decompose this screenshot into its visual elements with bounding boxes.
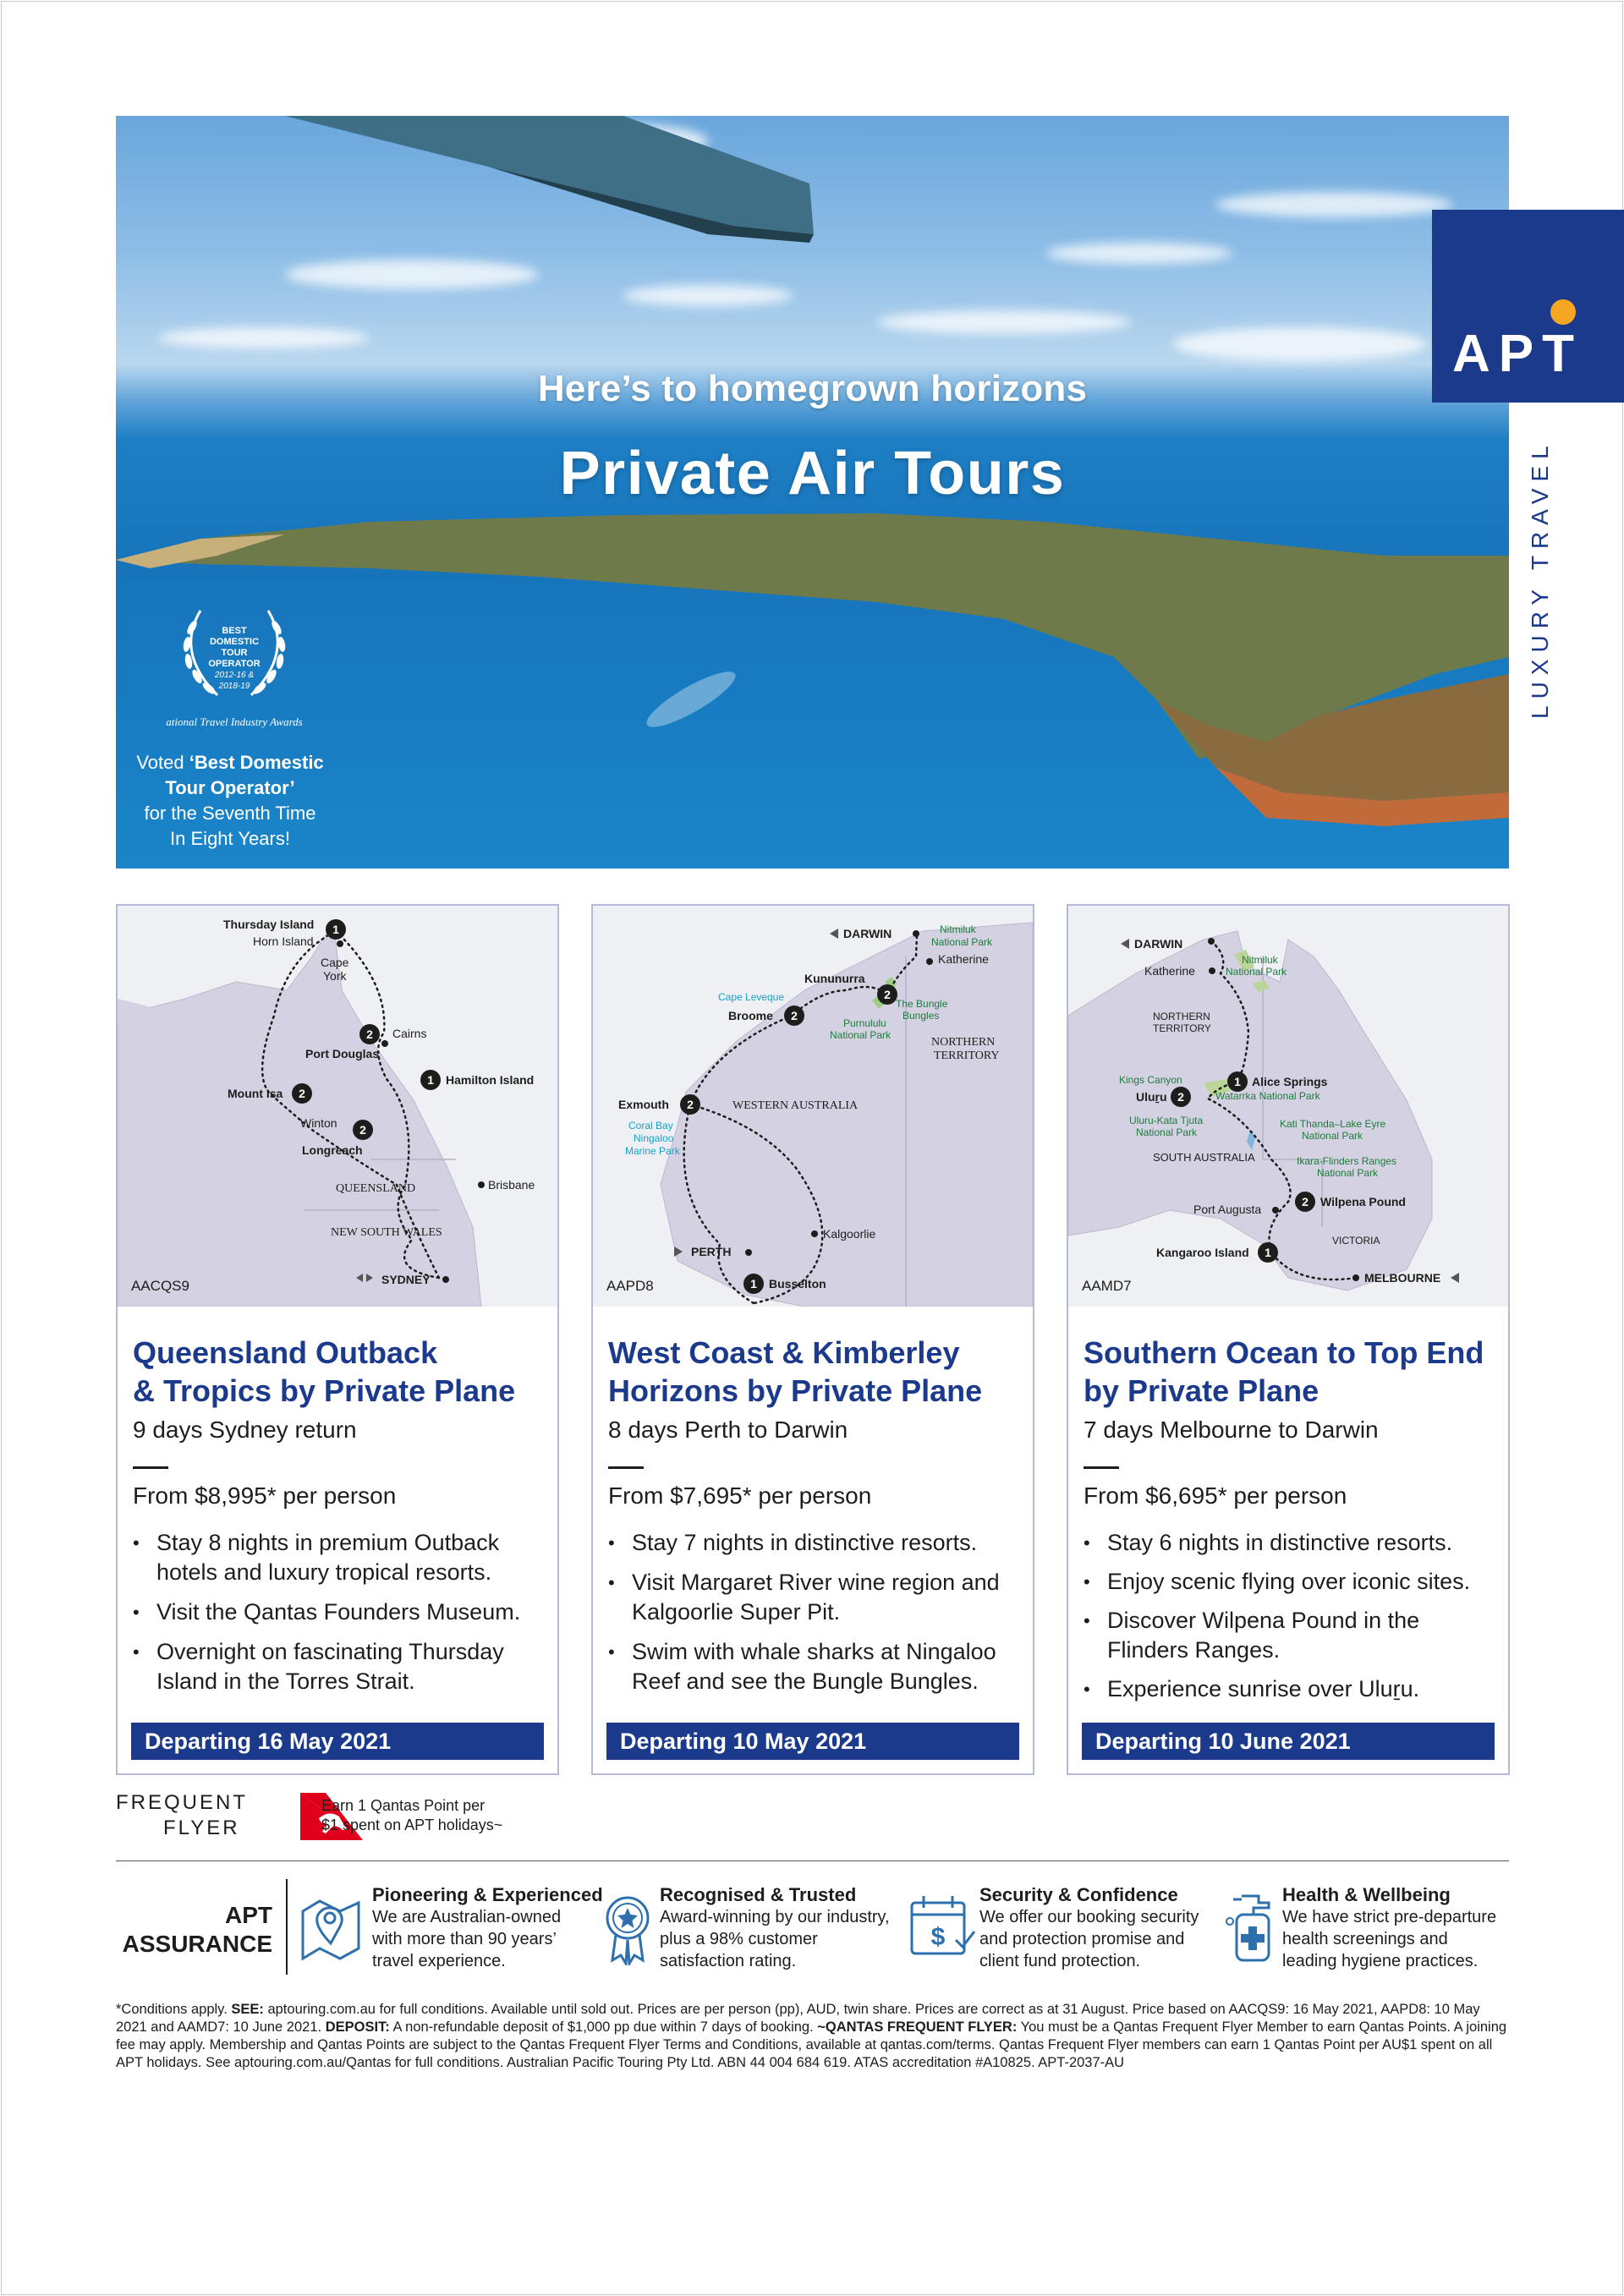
svg-text:2: 2	[299, 1087, 305, 1100]
svg-text:Bungles: Bungles	[903, 1010, 940, 1022]
svg-text:National Park: National Park	[1136, 1126, 1198, 1138]
svg-text:$: $	[930, 1923, 946, 1951]
svg-text:Longreach: Longreach	[302, 1143, 363, 1157]
svg-text:Busselton: Busselton	[769, 1277, 826, 1290]
highlight-item: • Swim with whale sharks at Ningaloo Reef and see the Bungle Bungles.	[608, 1637, 1023, 1696]
highlight-item: • Stay 7 nights in distinctive resorts.	[608, 1528, 1023, 1558]
svg-text:TERRITORY: TERRITORY	[934, 1049, 1000, 1062]
tour-duration: 9 days Sydney return	[133, 1417, 357, 1443]
tour-price: From $8,995* per person	[133, 1482, 397, 1509]
divider-rule	[608, 1466, 644, 1469]
divider-rule	[1084, 1466, 1119, 1469]
route-map-svg	[1068, 906, 1508, 1307]
svg-text:Thursday Island: Thursday Island	[223, 918, 315, 931]
logo-text: APT	[1452, 325, 1583, 383]
tour-card-queensland[interactable]	[116, 904, 559, 1775]
svg-text:NORTHERN: NORTHERN	[1153, 1011, 1210, 1022]
highlight-item: • Discover Wilpena Pound in the Flinders Ranges.	[1084, 1606, 1498, 1665]
highlight-item: • Overnight on fascinating Thursday Island in the Torres Strait.	[133, 1637, 547, 1696]
frequent-flyer-text: Earn 1 Qantas Point per $1 spent on APT holidays~	[321, 1797, 503, 1833]
svg-text:Katherine: Katherine	[1144, 964, 1195, 978]
svg-text:SOUTH AUSTRALIA: SOUTH AUSTRALIA	[1153, 1151, 1255, 1164]
route-map	[1068, 906, 1508, 1307]
svg-text:QUEENSLAND: QUEENSLAND	[336, 1182, 416, 1195]
map-pin-icon	[296, 1893, 365, 1965]
svg-text:Kununurra: Kununurra	[804, 972, 865, 985]
svg-text:DARWIN: DARWIN	[1134, 937, 1183, 951]
svg-text:NORTHERN: NORTHERN	[931, 1036, 996, 1049]
terms-fine-print: *Conditions apply. SEE: aptouring.com.au for full conditions. Available until sold out. Prices are per person (pp), AUD, twin share. Prices are correct as at 31 August. Price based on AACQS9: 16 May 2021, AAPD8: 10 May 2021 and AAMD7: 10 June 2021. DEPOSIT: A non-refundable deposit of $1,000 pp due within 7 days of booking. ~QANTAS FREQUENT FLYER: You must be a Qantas Frequent Flyer Member to earn Qantas Points. A joining fee may apply. Membership and Qantas Points are subject to the Qantas Frequent Flyer Terms and Conditions, available at qantas.com/terms. Qantas Frequent Flyer members can earn 1 Qantas Point per AU$1 spent on all APT holidays. See aptouring.com.au/Qantas for full conditions. Australian Pacific Touring Pty Ltd. ABN 44 004 684 619. ATAS accreditation #A10825. APT-2037-AU	[116, 2002, 1507, 2070]
tour-code: AAPD8	[606, 1278, 654, 1294]
highlight-item: • Visit Margaret River wine region and Kalgoorlie Super Pit.	[608, 1568, 1023, 1627]
svg-text:TERRITORY: TERRITORY	[1153, 1022, 1211, 1034]
tour-highlights	[1084, 1528, 1498, 1714]
tour-card-southern-ocean[interactable]	[1067, 904, 1510, 1775]
svg-text:The Bungle: The Bungle	[896, 998, 948, 1010]
svg-text:Uluṟu: Uluṟu	[1136, 1090, 1167, 1104]
divider-rule	[133, 1466, 168, 1469]
highlight-item: • Experience sunrise over Uluṟu.	[1084, 1674, 1498, 1704]
svg-text:National Park: National Park	[931, 936, 993, 948]
svg-text:1: 1	[427, 1073, 434, 1087]
svg-text:1: 1	[332, 923, 339, 936]
svg-text:York: York	[323, 969, 347, 983]
tour-code: AAMD7	[1082, 1278, 1132, 1294]
departing-banner[interactable]: Departing 16 May 2021	[131, 1723, 544, 1760]
sanitiser-icon	[1225, 1893, 1279, 1965]
frequent-flyer-block[interactable]	[116, 1791, 539, 1842]
svg-text:Purnululu: Purnululu	[843, 1017, 886, 1029]
svg-text:Watarrka National Park: Watarrka National Park	[1215, 1090, 1320, 1102]
award-caption: ational Travel Industry Awards	[166, 715, 303, 728]
svg-text:SYDNEY: SYDNEY	[381, 1273, 431, 1286]
svg-text:2: 2	[1177, 1090, 1184, 1104]
svg-text:Cape: Cape	[321, 956, 349, 969]
calendar-dollar-icon	[908, 1893, 976, 1960]
svg-text:2: 2	[884, 988, 891, 1001]
svg-text:Exmouth: Exmouth	[618, 1098, 669, 1111]
route-map-svg	[118, 906, 557, 1307]
svg-text:1: 1	[750, 1277, 757, 1290]
hero-title: Private Air Tours	[559, 440, 1066, 507]
svg-text:2: 2	[359, 1123, 366, 1137]
tour-card-west-coast[interactable]	[591, 904, 1034, 1775]
apt-logo[interactable]	[1432, 210, 1624, 403]
svg-text:Nitmiluk: Nitmiluk	[1242, 954, 1278, 966]
frequent-flyer-word1: FREQUENT	[116, 1791, 248, 1814]
tour-code: AACQS9	[131, 1278, 189, 1294]
section-divider	[116, 1860, 1509, 1861]
svg-text:1: 1	[1234, 1075, 1241, 1088]
svg-text:Brisbane: Brisbane	[488, 1178, 535, 1192]
svg-text:Horn Island: Horn Island	[253, 934, 314, 948]
svg-text:Coral Bay: Coral Bay	[628, 1120, 673, 1132]
award-text: BEST DOMESTIC TOUR OPERATOR 2012-16 & 2018-19	[208, 626, 261, 691]
svg-text:Marine Park: Marine Park	[625, 1145, 680, 1157]
svg-text:Ikara-Flinders Ranges: Ikara-Flinders Ranges	[1297, 1155, 1397, 1167]
svg-text:Cape Leveque: Cape Leveque	[718, 991, 785, 1003]
svg-text:2: 2	[791, 1009, 798, 1022]
svg-text:Wilpena Pound: Wilpena Pound	[1320, 1195, 1406, 1208]
svg-text:Kings Canyon: Kings Canyon	[1119, 1074, 1182, 1086]
departing-banner[interactable]: Departing 10 June 2021	[1082, 1723, 1495, 1760]
svg-text:National Park: National Park	[1226, 966, 1287, 978]
departing-banner[interactable]: Departing 10 May 2021	[606, 1723, 1019, 1760]
hero-subtitle: Here’s to homegrown horizons	[537, 368, 1088, 409]
svg-text:National Park: National Park	[830, 1029, 892, 1041]
svg-text:Kati Thanda–Lake Eyre: Kati Thanda–Lake Eyre	[1280, 1118, 1386, 1130]
frequent-flyer-word2: FLYER	[163, 1817, 240, 1839]
voted-text: Voted ‘Best Domestic Tour Operator’ for the Seventh Time In Eight Years!	[136, 752, 324, 849]
svg-text:Port Augusta: Port Augusta	[1193, 1203, 1262, 1216]
tour-highlights	[133, 1528, 547, 1707]
svg-text:Nitmiluk: Nitmiluk	[940, 923, 976, 935]
assurance-separator	[286, 1879, 288, 1975]
highlight-item: • Stay 8 nights in premium Outback hotels and luxury tropical resorts.	[133, 1528, 547, 1587]
svg-text:2: 2	[1302, 1195, 1309, 1208]
award-ribbon-icon	[604, 1893, 655, 1965]
svg-text:Broome: Broome	[728, 1009, 773, 1022]
svg-text:1: 1	[1265, 1246, 1271, 1259]
svg-text:Alice Springs: Alice Springs	[1252, 1075, 1328, 1088]
tour-title: Queensland Outback & Tropics by Private Plane	[133, 1335, 516, 1408]
svg-text:National Park: National Park	[1302, 1130, 1363, 1142]
svg-text:Cairns: Cairns	[392, 1027, 427, 1040]
tour-title: West Coast & Kimberley Horizons by Private Plane	[608, 1335, 983, 1408]
tour-duration: 8 days Perth to Darwin	[608, 1417, 848, 1443]
svg-text:Kalgoorlie: Kalgoorlie	[823, 1227, 876, 1241]
svg-text:Uluru-Kata Tjuta: Uluru-Kata Tjuta	[1129, 1115, 1204, 1126]
tour-highlights	[608, 1528, 1023, 1707]
route-map-svg	[593, 906, 1033, 1307]
logo-dot	[1550, 299, 1576, 325]
tour-duration: 7 days Melbourne to Darwin	[1084, 1417, 1379, 1443]
svg-text:Ningaloo: Ningaloo	[634, 1132, 674, 1144]
award-badge	[158, 602, 310, 729]
tour-title: Southern Ocean to Top End by Private Plane	[1084, 1335, 1484, 1408]
svg-text:Mount Isa: Mount Isa	[228, 1087, 283, 1100]
highlight-item: • Stay 6 nights in distinctive resorts.	[1084, 1528, 1498, 1558]
hero-banner	[116, 116, 1509, 869]
svg-text:Winton: Winton	[300, 1116, 337, 1130]
svg-text:DARWIN: DARWIN	[843, 927, 892, 940]
highlight-item: • Enjoy scenic flying over iconic sites.	[1084, 1567, 1498, 1597]
svg-text:2: 2	[687, 1098, 694, 1111]
svg-text:Hamilton Island: Hamilton Island	[446, 1073, 535, 1087]
svg-text:WESTERN AUSTRALIA: WESTERN AUSTRALIA	[732, 1099, 859, 1112]
route-map	[593, 906, 1033, 1307]
route-map	[118, 906, 557, 1307]
svg-text:PERTH: PERTH	[691, 1245, 732, 1258]
highlight-item: • Visit the Qantas Founders Museum.	[133, 1597, 547, 1627]
tour-price: From $6,695* per person	[1084, 1482, 1347, 1509]
luxury-travel-tagline: LUXURY TRAVEL	[1527, 439, 1553, 719]
svg-text:Katherine: Katherine	[938, 952, 989, 966]
tour-price: From $7,695* per person	[608, 1482, 872, 1509]
svg-text:Port Douglas: Port Douglas	[305, 1047, 380, 1060]
svg-text:VICTORIA: VICTORIA	[1332, 1235, 1380, 1247]
svg-text:2: 2	[366, 1027, 373, 1041]
svg-text:National Park: National Park	[1317, 1167, 1379, 1179]
svg-text:Kangaroo Island: Kangaroo Island	[1156, 1246, 1249, 1259]
apt-assurance-label: APT ASSURANCE	[122, 1902, 272, 1957]
svg-text:NEW SOUTH WALES: NEW SOUTH WALES	[331, 1226, 442, 1239]
svg-text:MELBOURNE: MELBOURNE	[1364, 1271, 1441, 1285]
